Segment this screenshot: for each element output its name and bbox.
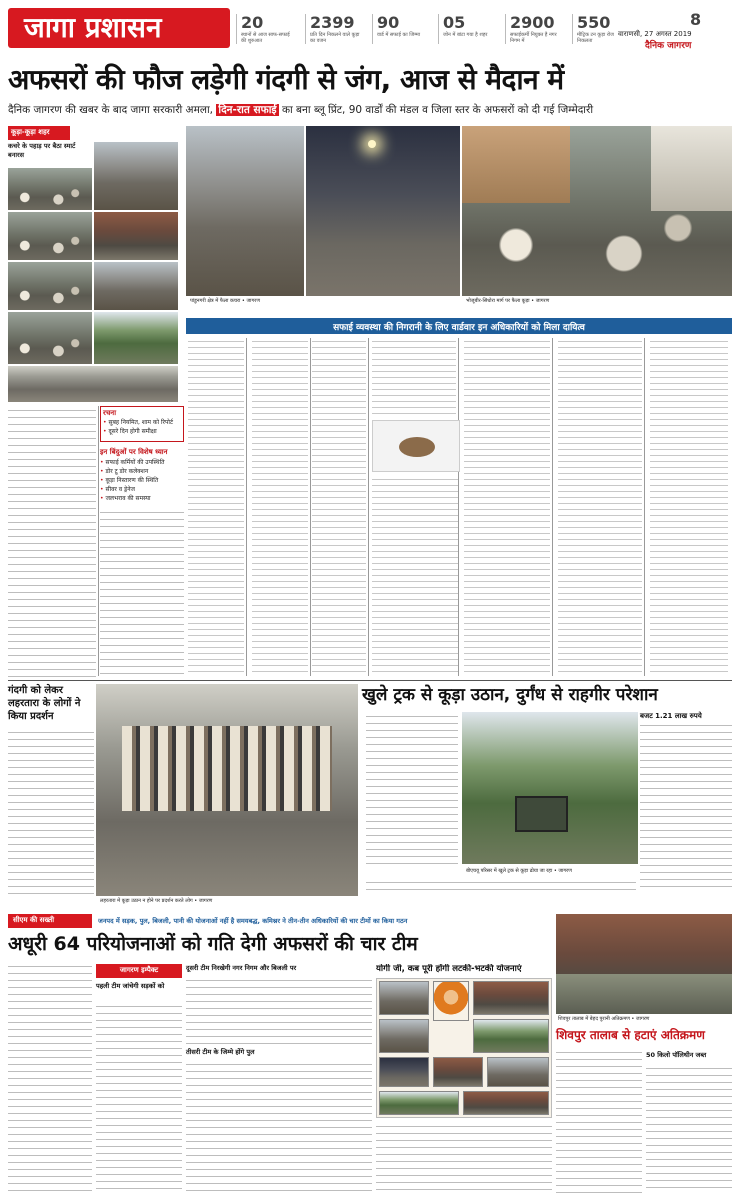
- directory-column: [464, 338, 550, 676]
- list-item: • डोर टू डोर कलेक्शन: [100, 467, 184, 476]
- sidebar-photo-3: [8, 212, 92, 260]
- main-photo-1: [186, 126, 304, 296]
- protest-headline: गंदगी को लेकर लहरतारा के लोगों ने किया प्रदर्शन: [8, 685, 81, 722]
- stat-number: 05: [443, 13, 466, 32]
- stat-number: 2399: [310, 13, 355, 32]
- truck-caption: बीएचयू परिसर में खुले ट्रक से कूड़ा ढोया जा रहा • जागरण: [466, 868, 572, 874]
- points-title: इन बिंदुओं पर विशेष ध्यान: [100, 448, 168, 456]
- list-item: • दूसरे दिन होगी समीक्षा: [103, 427, 181, 436]
- stat-3: [438, 14, 495, 44]
- sidebar-subhead: कचरे के पहाड़ पर बैठा स्मार्ट बनारस: [8, 142, 76, 159]
- sidebar-photo-5: [8, 262, 92, 310]
- stat-4: [505, 14, 562, 44]
- truck-body-2: [366, 878, 636, 896]
- main-deck: दैनिक जागरण की खबर के बाद जागा सरकारी अमला, दिन-रात सफाई का बना ब्लू प्रिंट, 90 वार्डों की मंडल व जिला स्तर के अफसरों को दी गई जिम्मेदारी: [8, 104, 594, 116]
- shivpur-caption: शिवपुर तालाब में बेहद पुरानी अतिक्रमण • जागरण: [558, 1016, 650, 1022]
- directory-column: [312, 338, 366, 676]
- stat-label: जोन में बांटा गया है शहर: [443, 32, 488, 38]
- bottom-headline: अधूरी 64 परियोजनाओं को गति देगी अफसरों की चार टीम: [8, 933, 418, 955]
- sidebar-body-text-2: [100, 508, 184, 678]
- yogi-headline: योगी जी, कब पूरी होंगी लटकी-भटकी योजनाएं: [376, 964, 522, 974]
- main-photo-caption-1: पांडुनगरी क्षेत्र में फैला कचरा • जागरण: [190, 298, 260, 304]
- sidebar-photo-2: [94, 142, 178, 210]
- main-photo-caption-2: भोजूबीर-सिंधोरा मार्ग पर फैला कूड़ा • जागरण: [466, 298, 550, 304]
- truck-headline: खुले ट्रक से कूड़ा उठान, दुर्गंध से राहगीर परेशान: [362, 685, 658, 705]
- ceo-tag: सीएम की सख्ती: [8, 914, 92, 928]
- sidebar-body-text: [8, 406, 96, 678]
- directory-column: [372, 476, 458, 676]
- shivpur-photo: [556, 914, 732, 1014]
- rachna-box: रचना • सुबह नियमित, शाम को रिपोर्ट • दूसरे दिन होगी समीक्षा: [100, 406, 184, 442]
- list-item: • जलभराव की समस्या: [100, 494, 184, 503]
- sidebar-photo-4: [94, 212, 178, 260]
- main-photo-3: [462, 126, 732, 296]
- sidebar-photo-1: [8, 168, 92, 210]
- bottom-col-2: [96, 1002, 182, 1194]
- stat-number: 90: [377, 13, 400, 32]
- protest-body: [8, 728, 94, 896]
- bottom-col-4: [186, 1060, 372, 1194]
- directory-column: [650, 338, 728, 676]
- directory-column: [372, 338, 456, 416]
- stat-label: वार्ड में सफाई का जिम्मा: [377, 32, 421, 38]
- stat-1: [305, 14, 362, 44]
- bottom-sub-1: पहली टीम जांचेगी सड़कों को: [96, 982, 165, 990]
- list-item: • सीवर व ड्रेनेज: [100, 485, 184, 494]
- sidebar-photo-9: [8, 366, 178, 402]
- yogi-collage: [376, 978, 552, 1118]
- stat-label: मीट्रिक टन कूड़ा रोज निकलता: [577, 32, 614, 44]
- directory-column: [252, 338, 308, 676]
- stat-2: [372, 14, 429, 44]
- protest-photo: [96, 684, 358, 896]
- shivpur-headline: शिवपुर तालाब से हटाएं अतिक्रमण: [556, 1028, 705, 1042]
- meeting-graphic: [372, 420, 460, 472]
- page-number: 8: [690, 10, 702, 29]
- main-photo-2: [306, 126, 460, 296]
- bottom-sub-3: तीसरी टीम के जिम्मे होंगे पुल: [186, 1048, 255, 1056]
- shivpur-body-1: [556, 1048, 642, 1194]
- truck-body-1: [366, 712, 458, 868]
- sidebar-photo-6: [94, 262, 178, 310]
- bottom-sub-2: दूसरी टीम निरखेगी नगर निगम और बिजली पर: [186, 964, 297, 972]
- sidebar-photo-8: [94, 312, 178, 364]
- truck-photo: [462, 712, 638, 864]
- list-item: • कूड़ा निस्तारण की स्थिति: [100, 476, 184, 485]
- stat-number: 20: [241, 13, 264, 32]
- impact-box: जागरण इम्पैक्ट: [96, 964, 182, 978]
- paper-name: दैनिक जागरण: [645, 41, 692, 51]
- protest-caption: लहरतारा में कूड़ा उठान न होने पर प्रदर्शन करते लोग • जागरण: [100, 898, 213, 904]
- directory-column: [558, 338, 642, 676]
- stat-label: सफाईकर्मी नियुक्त है नगर निगम में: [510, 32, 557, 44]
- bottom-col-1: [8, 962, 92, 1194]
- sidebar-photo-7: [8, 312, 92, 364]
- shivpur-box: 50 किलो पॉलिथीन जब्त: [646, 1051, 707, 1059]
- list-item: • सुबह नियमित, शाम को रिपोर्ट: [103, 418, 181, 427]
- responsibility-band-title: सफाई व्यवस्था की निगरानी के लिए वार्डवार इन अधिकारियों को मिला दायित्व: [333, 323, 585, 333]
- stat-number: 550: [577, 13, 611, 32]
- stat-label: प्रति दिन निकलने वाले कूड़ा का वजन: [310, 32, 360, 44]
- stat-5: [572, 14, 629, 44]
- stat-0: [236, 14, 293, 44]
- stat-number: 2900: [510, 13, 555, 32]
- ceo-strap: जनपद में सड़क, पुल, बिजली, पानी की योजनाओं नहीं है समयबद्ध, कमिश्नर ने तीन-तीन अधिकारियों की चार टीमों का किया गठन: [98, 917, 408, 925]
- list-item: • सफाई कर्मियों की उपस्थिति: [100, 458, 184, 467]
- deck-highlight: दिन-रात सफाई: [218, 104, 277, 116]
- section-title: जागा प्रशासन: [24, 11, 162, 44]
- yogi-body: [376, 1122, 552, 1194]
- points-list: [100, 458, 184, 503]
- main-headline: अफसरों की फौज लड़ेगी गंदगी से जंग, आज से मैदान में: [8, 63, 564, 96]
- issue-date: वाराणसी, 27 अगस्त 2019: [618, 30, 692, 38]
- shivpur-body-2: [646, 1064, 732, 1194]
- stat-label: स्थानों से आज साफ-सफाई की शुरुआत: [241, 32, 290, 44]
- bottom-col-3: [186, 976, 372, 1046]
- sidebar-label: कूड़ा-कूड़ा शहर: [8, 126, 70, 140]
- directory-column: [188, 338, 244, 676]
- truck-box: बजट 1.21 लाख रुपये: [640, 712, 732, 892]
